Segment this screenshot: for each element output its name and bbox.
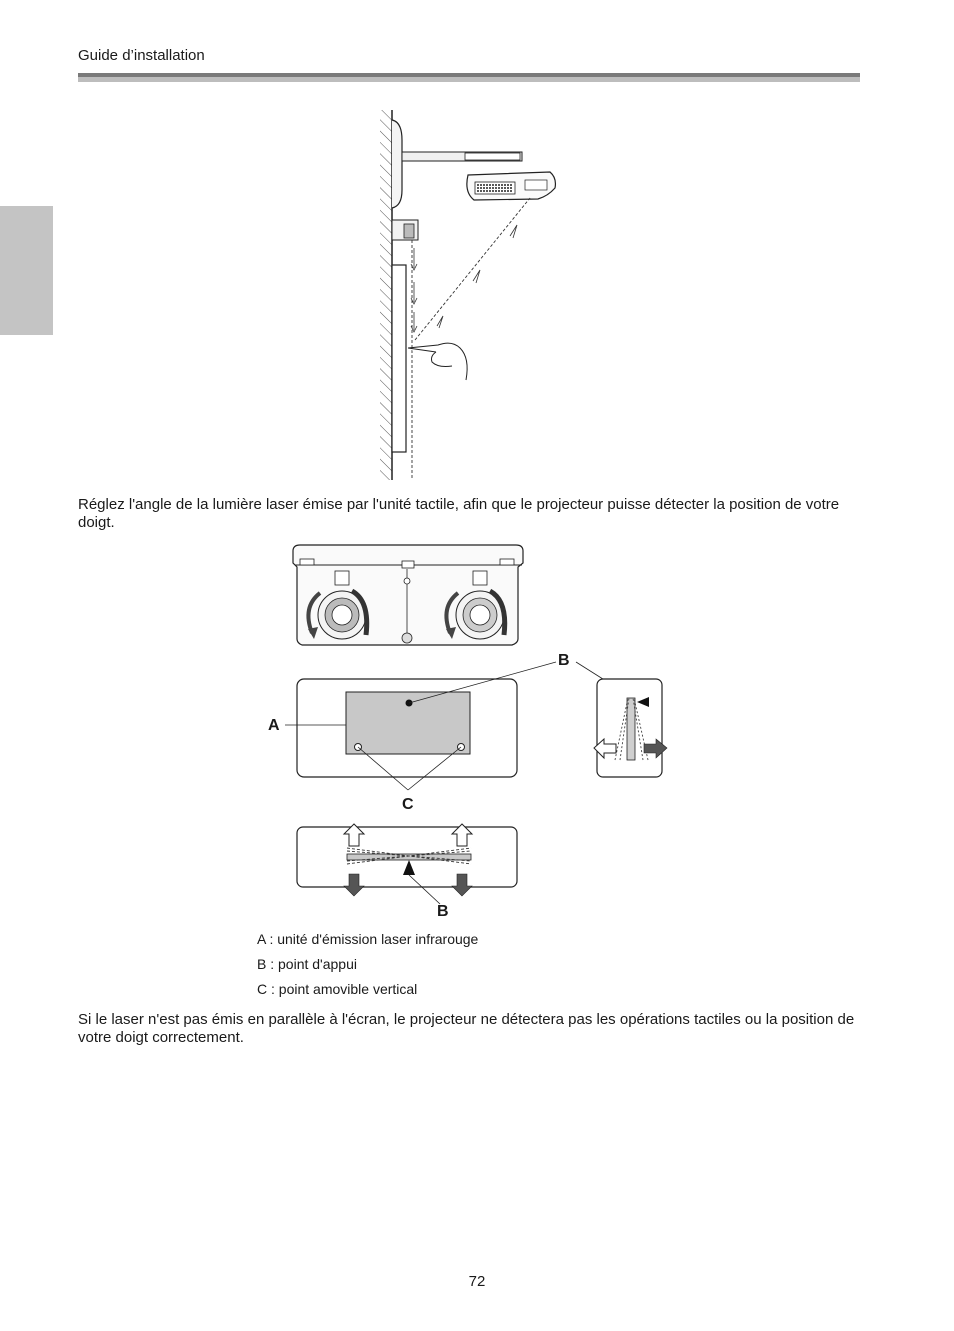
touch-unit-dials-illustration	[290, 543, 528, 651]
chapter-tab	[0, 206, 53, 335]
callout-c: C	[402, 796, 414, 813]
reflection-line	[415, 198, 530, 340]
wall-hatching	[380, 110, 392, 480]
reflection-arrow-1	[437, 316, 443, 328]
touch-unit-icon	[392, 220, 418, 240]
mount-plate	[392, 120, 402, 208]
header-rule-shade	[78, 77, 860, 82]
hand-icon	[408, 343, 467, 380]
legend-item-b: B : point d'appui	[257, 956, 357, 972]
wall-mount-illustration	[360, 100, 580, 490]
center-screw-icon	[402, 633, 412, 643]
reflection-arrow-3	[510, 225, 517, 238]
running-header: Guide d’installation	[78, 47, 205, 64]
screen-board	[392, 265, 406, 452]
projector-icon	[467, 172, 556, 200]
callout-a: A	[268, 717, 280, 734]
side-view-inset	[594, 679, 667, 777]
warning-paragraph: Si le laser n'est pas émis en parallèle à l'écran, le projecteur ne détectera pas les opérations tactiles ou la position de votre doigt correctement.	[78, 1011, 855, 1046]
page-number: 72	[468, 1273, 486, 1290]
instruction-paragraph: Réglez l'angle de la lumière laser émise par l'unité tactile, afin que le projecteur puisse détecter la position de votre doigt.	[78, 496, 840, 531]
reflection-arrow-2	[473, 270, 480, 283]
legend-item-a: A : unité d'émission laser infrarouge	[257, 931, 479, 947]
vertical-adjustment-diagram	[290, 820, 530, 920]
legend-item-c: C : point amovible vertical	[257, 981, 418, 997]
callout-b: B	[558, 652, 570, 669]
callout-b-bottom: B	[437, 903, 449, 920]
emission-unit-diagram	[260, 650, 670, 820]
